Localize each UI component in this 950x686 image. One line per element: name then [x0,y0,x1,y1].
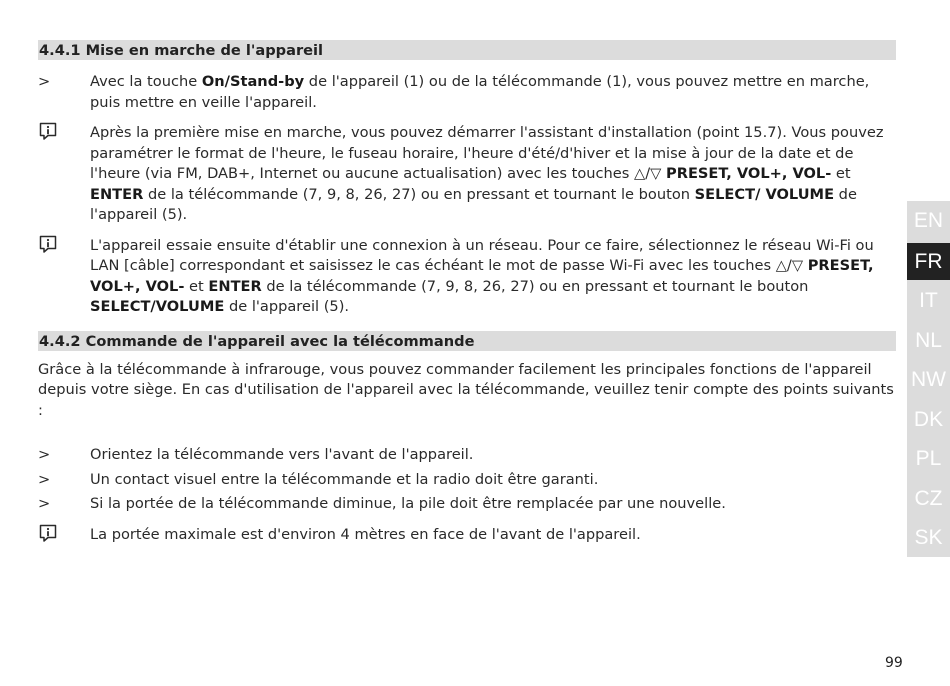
lang-tab-fr[interactable]: FR [907,243,950,280]
bullet-marker: > [38,446,51,463]
info-note-text: La portée maximale est d'environ 4 mètres en face de l'avant de l'appareil. [90,525,641,543]
info-note [38,123,896,226]
lang-tab-pl[interactable]: PL [915,447,942,470]
lang-tab-dk[interactable]: DK [913,408,944,431]
page-content [38,40,896,545]
language-sidebar [907,201,950,557]
list-item-text: Un contact visuel entre la télécommande et la radio doit être garanti. [90,470,599,488]
info-icon [38,523,58,543]
info-note-text: L'appareil essaie ensuite d'établir une connexion à un réseau. Pour ce faire, sélectionnez le réseau Wi-Fi ou LAN [câble] correspondant et saisissez le cas échéant le mot de passe Wi-Fi avec les touches △/▽ PRESET, VOL+, VOL- et ENTER de la télécommande (7, 9, 8, 26, 27) ou en pressant et tournant le bouton SELECT/VOLUME de l'appareil (5). [90,236,874,315]
bullet-marker: > [38,470,51,488]
list-item [38,445,896,466]
bullet-marker: > [38,495,51,512]
info-icon [38,234,58,254]
lang-tab-sk[interactable]: SK [914,526,943,549]
intro-paragraph: Grâce à la télécommande à infrarouge, vous pouvez commander facilement les principales fonctions de l'appareil depuis votre siège. En cas d'utilisation de l'appareil avec la télécommande, veuillez tenir compte des points suivants : [38,360,894,419]
lang-tab-nw[interactable]: NW [911,368,946,391]
lang-tab-cz[interactable]: CZ [914,487,943,510]
section-heading-4-4-2: 4.4.2 Commande de l'appareil avec la télécommande [38,331,896,351]
lang-tab-en[interactable]: EN [913,209,944,232]
list-item-text: Avec la touche On/Stand-by de l'appareil (1) ou de la télécommande (1), vous pouvez mettre en marche, puis mettre en veille l'appareil. [90,73,870,111]
info-note-text: Après la première mise en marche, vous pouvez démarrer l'assistant d'installation (point 15.7). Vous pouvez paramétrer le format de l'heure, le fuseau horaire, l'heure d'été/d'hiver et la mise à jour de la date et de l'heure (via FM, DAB+, Internet ou aucune actualisation) avec les touches △/▽ PRESET, VOL+, VOL- et ENTER de la télécommande (7, 9, 8, 26, 27) ou en pressant et tournant le bouton SELECT/ VOLUME de l'appareil (5). [90,124,884,223]
lang-tab-it[interactable]: IT [919,289,938,312]
page-number: 99 [885,655,903,671]
info-note [38,236,896,318]
list-item [38,72,896,113]
info-icon [38,121,58,141]
info-note [38,525,896,546]
section-heading-4-4-1: 4.4.1 Mise en marche de l'appareil [38,40,896,60]
bullet-marker: > [38,73,51,90]
lang-tab-nl[interactable]: NL [915,329,942,352]
list-item [38,494,896,515]
list-item-text: Orientez la télécommande vers l'avant de l'appareil. [90,446,474,463]
list-item [38,470,896,491]
list-item-text: Si la portée de la télécommande diminue, la pile doit être remplacée par une nouvelle. [90,495,726,512]
